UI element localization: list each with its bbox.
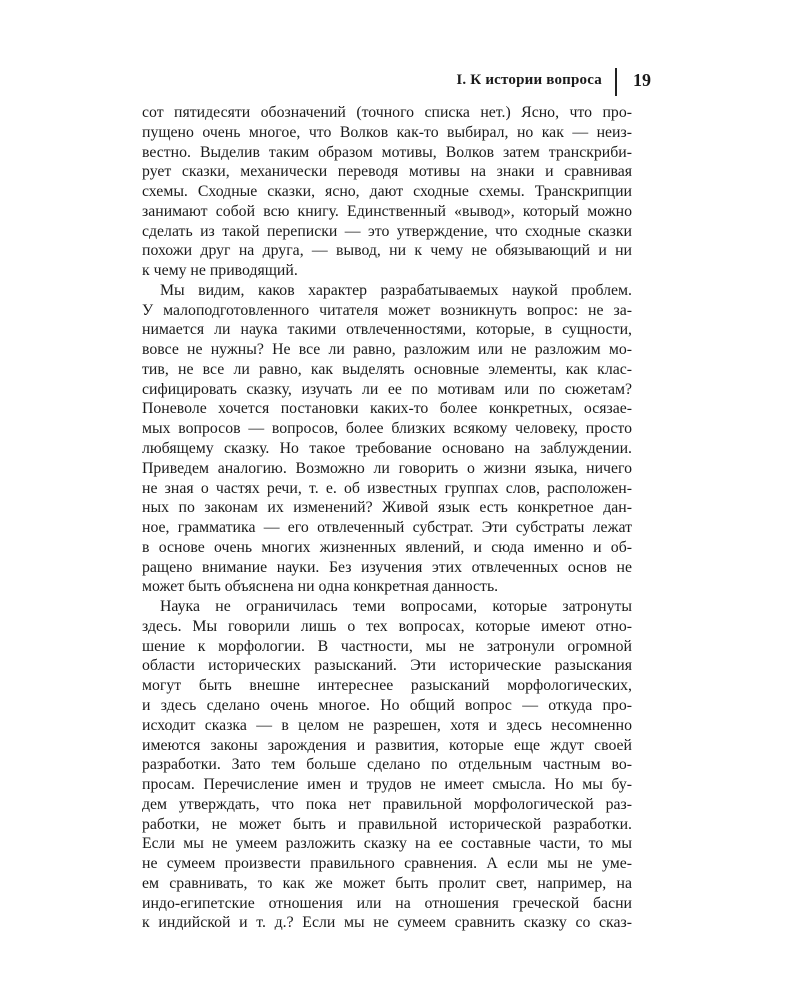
text-line: разработки. Зато тем больше сделано по отдельным частным во- bbox=[142, 756, 632, 774]
text-line: ное, грамматика — его отвлеченный субстрат. Эти субстраты лежат bbox=[142, 519, 632, 537]
text-line: пущено очень многое, что Волков как-то выбирал, но как — неиз- bbox=[142, 123, 632, 141]
text-line: в основе очень многих жизненных явлений, и сюда именно и об- bbox=[142, 538, 632, 556]
text-line: не сумеем произвести правильного сравнения. А если мы не уме- bbox=[142, 855, 632, 873]
header-divider bbox=[615, 68, 617, 96]
text-line: к чему не приводящий. bbox=[142, 262, 298, 280]
text-line: У малоподготовленного читателя может возникнуть вопрос: не за- bbox=[142, 301, 632, 319]
text-line: имеются законы зарождения и развития, которые еще ждут своей bbox=[142, 736, 632, 754]
text-line: схемы. Сходные сказки, ясно, дают сходные схемы. Транскрипции bbox=[142, 183, 632, 201]
text-line: ращено внимание науки. Без изучения этих отвлеченных основ не bbox=[142, 558, 632, 576]
text-line: вовсе не нужны? Не все ли равно, разложим или не разложим мо- bbox=[142, 341, 632, 359]
text-line: может быть объяснена ни одна конкретная данность. bbox=[142, 578, 499, 596]
text-line: нимается ли наука такими отвлеченностями, которые, в сущности, bbox=[142, 321, 632, 339]
text-line: индо-египетские отношения или на отношения греческой басни bbox=[142, 894, 632, 912]
text-line: сифицировать сказку, изучать ли ее по мотивам или по сюжетам? bbox=[142, 380, 632, 398]
text-line: тив, не все ли равно, как выделять основные элементы, как клас- bbox=[142, 360, 632, 378]
text-line: похожи друг на друга, — вывод, ни к чему не обязывающий и ни bbox=[142, 242, 632, 260]
text-line: просам. Перечисление имен и трудов не имеет смысла. Но мы бу- bbox=[142, 776, 632, 794]
text-line: и здесь сделано очень многое. Но общий вопрос — откуда про- bbox=[142, 696, 632, 714]
text-line: исходит сказка — в целом не разрешен, хотя и здесь несомненно bbox=[142, 716, 632, 734]
body-text bbox=[142, 103, 632, 933]
text-line: ных по законам их изменений? Живой язык есть конкретное дан- bbox=[142, 499, 632, 517]
section-title: I. К истории вопроса bbox=[456, 72, 602, 88]
text-line: могут быть внешне интереснее разысканий морфологических, bbox=[142, 677, 632, 695]
text-line: шение к морфологии. В частности, мы не затронули огромной bbox=[142, 637, 632, 655]
text-line: дем утверждать, что пока нет правильной морфологической раз- bbox=[142, 795, 632, 813]
text-line: Если мы не умеем разложить сказку на ее составные части, то мы bbox=[142, 835, 632, 853]
paragraph-start-line: Наука не ограничилась теми вопросами, которые затронуты bbox=[160, 598, 632, 616]
text-line: мых вопросов — вопросов, более близких всякому человеку, просто bbox=[142, 420, 632, 438]
text-line: Приведем аналогию. Возможно ли говорить о жизни языка, ничего bbox=[142, 459, 632, 477]
text-line: не зная о частях речи, т. е. об известных группах слов, расположен- bbox=[142, 479, 632, 497]
text-line: к индийской и т. д.? Если мы не сумеем сравнить сказку со сказ- bbox=[142, 914, 632, 932]
text-line: любящему сказку. Но такое требование основано на заблуждении. bbox=[142, 440, 632, 458]
text-line: Поневоле хочется постановки каких-то более конкретных, осязае- bbox=[142, 400, 632, 418]
text-line: сделать из такой переписки — это утверждение, что сходные сказки bbox=[142, 222, 632, 240]
text-line: вестно. Выделив таким образом мотивы, Волков затем транскриби- bbox=[142, 143, 632, 161]
text-line: здесь. Мы говорили лишь о тех вопросах, которые имеют отно- bbox=[142, 617, 632, 635]
text-line: области исторических разысканий. Эти исторические разыскания bbox=[142, 657, 632, 675]
paragraph-start-line: Мы видим, каков характер разрабатываемых наукой проблем. bbox=[160, 281, 632, 299]
page-number: 19 bbox=[633, 70, 651, 90]
text-line: работки, не может быть и правильной исторической разработки. bbox=[142, 815, 632, 833]
text-line: рует сказки, механически переводя мотивы на знаки и сравнивая bbox=[142, 163, 632, 181]
text-line: ем сравнивать, то как же может быть пролит свет, например, на bbox=[142, 874, 632, 892]
text-line: занимают собой всю книгу. Единственный «вывод», который можно bbox=[142, 202, 632, 220]
running-head bbox=[0, 66, 800, 98]
text-line: сот пятидесяти обозначений (точного списка нет.) Ясно, что про- bbox=[142, 104, 632, 121]
